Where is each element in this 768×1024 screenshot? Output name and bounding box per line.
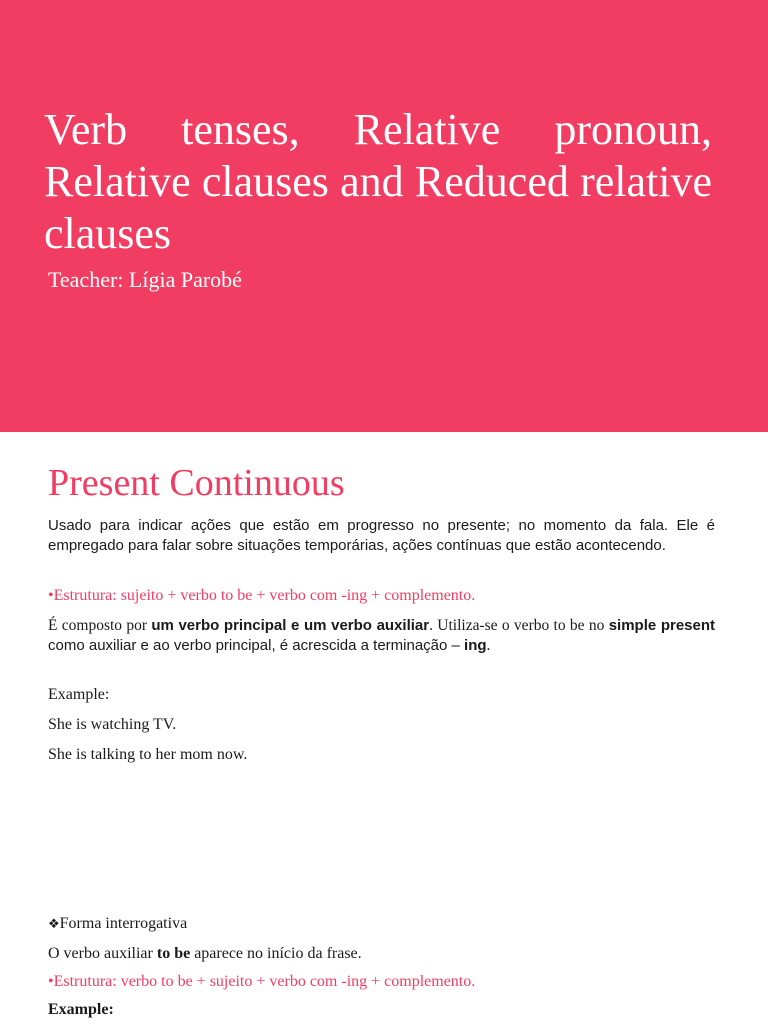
aux-text-2: aparece no início da frase.	[190, 945, 362, 962]
desc-text-1: É composto por	[48, 617, 152, 634]
composition-paragraph	[48, 616, 715, 656]
example-sentence-2: She is talking to her mom now.	[48, 746, 248, 763]
desc-text-4: .	[486, 637, 491, 654]
section-title: Present Continuous	[48, 462, 345, 504]
desc-text-2: . Utiliza-se o verbo to be no	[429, 617, 609, 634]
aux-text-1: O verbo auxiliar	[48, 945, 157, 962]
example-label: Example:	[48, 686, 110, 703]
auxiliary-line	[48, 944, 362, 964]
slide-content	[48, 460, 716, 1018]
diamond-bullet-icon: ❖	[48, 916, 60, 931]
intro-paragraph: Usado para indicar ações que estão em progresso no presente; no momento da fala. Ele é empregado para falar sobre situações temporárias, ações contínuas que estão acontecendo.	[48, 517, 715, 554]
interrogative-example-label	[48, 1000, 114, 1020]
title-banner	[0, 0, 768, 432]
interrogative-structure-line: •Estrutura: verbo to be + sujeito + verbo com -ing + complemento.	[48, 973, 476, 990]
example-sentence-1: She is watching TV.	[48, 716, 177, 733]
teacher-name: Teacher: Lígia Parobé	[48, 267, 242, 292]
aux-bold: to be	[156, 945, 191, 962]
desc-bold-2: simple present	[608, 617, 716, 634]
structure-line: •Estrutura: sujeito + verbo to be + verbo com -ing + complemento.	[48, 587, 476, 604]
desc-bold-1: um verbo principal e um verbo auxiliar	[151, 617, 430, 634]
presentation-title: Verb tenses, Relative pronoun, Relative clauses and Reduced relative clauses	[44, 105, 712, 258]
desc-text-3: como auxiliar e ao verbo principal, é acrescida a terminação –	[48, 637, 465, 654]
desc-bold-3: ing	[464, 637, 487, 654]
interrogative-heading	[48, 914, 187, 934]
interrogative-heading-text: Forma interrogativa	[59, 915, 188, 932]
interrogative-example-label-text: Example:	[48, 1001, 114, 1018]
